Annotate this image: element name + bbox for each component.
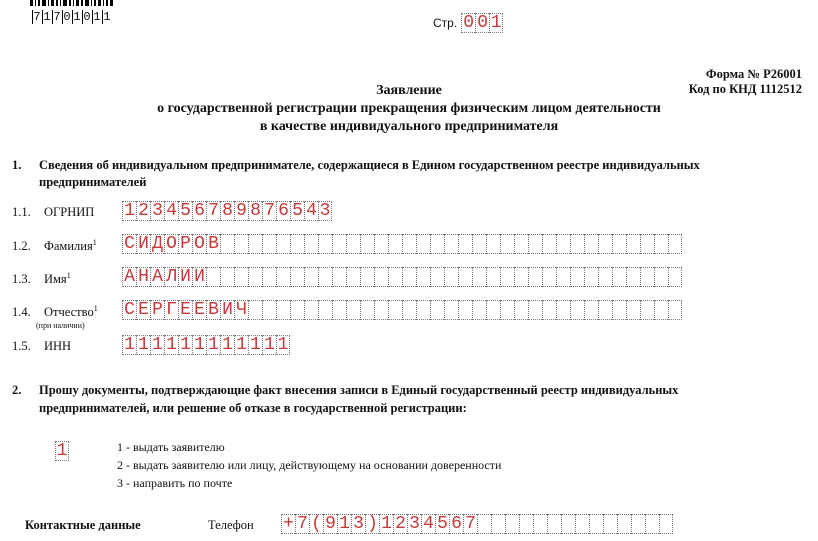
field-3-cell[interactable] [528, 267, 542, 287]
section-2-line-2: предпринимателей, или решение об отказе в государственной регистрации: [39, 401, 467, 415]
field-3-cell[interactable]: А [122, 267, 136, 287]
field-4-cell[interactable] [276, 300, 290, 320]
phone-cell[interactable] [561, 514, 575, 534]
field-label-4 [12, 304, 98, 320]
field-5-cell[interactable]: 1 [164, 335, 178, 355]
field-3-cell[interactable] [444, 267, 458, 287]
field-1-cell[interactable]: 5 [290, 201, 304, 221]
field-5-cell[interactable]: 1 [192, 335, 206, 355]
field-4-cell[interactable] [402, 300, 416, 320]
barcode-digit: 1 [43, 10, 52, 24]
field-2-cell[interactable] [318, 234, 332, 254]
field-1-cell[interactable]: 6 [192, 201, 206, 221]
field-4-cell[interactable] [430, 300, 444, 320]
page-number-cell[interactable]: 0 [475, 13, 489, 33]
field-5-cell[interactable]: 1 [136, 335, 150, 355]
phone-cell[interactable] [547, 514, 561, 534]
contact-label: Контактные данные [25, 518, 141, 532]
field-3-cell[interactable] [346, 267, 360, 287]
field-4-cell[interactable] [346, 300, 360, 320]
field-2-cell[interactable] [332, 234, 346, 254]
section-1-line-1: Сведения об индивидуальном предпринимателе, содержащиеся в Едином государственном реестре индивидуальных [39, 158, 700, 172]
field-3-cell[interactable] [388, 267, 402, 287]
phone-cell[interactable]: 7 [463, 514, 477, 534]
page-label: Стр. [433, 16, 458, 30]
field-1-cell[interactable]: 1 [122, 201, 136, 221]
phone-cell[interactable] [645, 514, 659, 534]
field-3-cell[interactable] [486, 267, 500, 287]
option-1: 1 - выдать заявителю [117, 440, 225, 454]
field-3-cell[interactable] [332, 267, 346, 287]
field-3-cell[interactable] [248, 267, 262, 287]
field-4-cell[interactable] [612, 300, 626, 320]
phone-cell[interactable]: ) [365, 514, 379, 534]
field-1-cell[interactable]: 4 [304, 201, 318, 221]
section-1-number: 1. [12, 158, 22, 172]
field-3-cell[interactable] [514, 267, 528, 287]
field-3-cell[interactable] [318, 267, 332, 287]
section-2-number: 2. [12, 383, 22, 397]
field-cells-1[interactable] [122, 201, 332, 221]
field-label-3 [12, 271, 71, 287]
field-3-cell[interactable] [360, 267, 374, 287]
field-2-cell[interactable] [640, 234, 654, 254]
field-3-cell[interactable]: И [192, 267, 206, 287]
barcode-digit: 7 [53, 10, 62, 24]
field-2-cell[interactable] [668, 234, 682, 254]
delivery-method-value[interactable]: 1 [56, 441, 68, 461]
field-2-cell[interactable] [290, 234, 304, 254]
field-4-cell[interactable] [374, 300, 388, 320]
phone-cell[interactable] [575, 514, 589, 534]
field-3-cell[interactable]: А [150, 267, 164, 287]
field-2-cell[interactable] [528, 234, 542, 254]
field-3-cell[interactable] [626, 267, 640, 287]
field-1-cell[interactable]: 9 [234, 201, 248, 221]
field-2-cell[interactable] [374, 234, 388, 254]
field-4-cell[interactable]: Е [178, 300, 192, 320]
field-label-5 [12, 339, 71, 354]
footnote-mark: 1 [93, 304, 98, 313]
phone-cell[interactable]: 5 [435, 514, 449, 534]
phone-cell[interactable] [631, 514, 645, 534]
field-label-text: ОГРНИП [44, 205, 95, 219]
field-1-cell[interactable]: 7 [206, 201, 220, 221]
barcode-digit: 1 [93, 10, 102, 24]
phone-cell[interactable] [533, 514, 547, 534]
field-2-cell[interactable] [360, 234, 374, 254]
field-label-2 [12, 238, 97, 254]
knd-code: Код по КНД 1112512 [688, 82, 802, 96]
field-3-cell[interactable]: И [178, 267, 192, 287]
field-3-cell[interactable] [430, 267, 444, 287]
field-1-cell[interactable]: 8 [220, 201, 234, 221]
field-3-cell[interactable] [598, 267, 612, 287]
field-number: 1.5. [12, 339, 31, 353]
field-4-cell[interactable] [542, 300, 556, 320]
barcode-digit: 7 [33, 10, 42, 24]
field-label-text: Имя [44, 272, 67, 287]
field-4-cell[interactable] [444, 300, 458, 320]
field-4-cell[interactable] [290, 300, 304, 320]
page-number [433, 13, 503, 33]
field-4-cell[interactable] [654, 300, 668, 320]
field-3-cell[interactable]: Н [136, 267, 150, 287]
field-3-cell[interactable] [556, 267, 570, 287]
field-number: 1.3. [12, 272, 31, 287]
form-number: Форма № Р26001 [705, 67, 802, 81]
field-4-cell[interactable] [458, 300, 472, 320]
phone-cells[interactable] [281, 514, 673, 534]
phone-cell[interactable] [617, 514, 631, 534]
page-number-cell[interactable]: 0 [461, 13, 475, 33]
field-4-cell[interactable]: Р [150, 300, 164, 320]
form-subtitle-1: о государственной регистрации прекращения физическим лицом деятельности [157, 101, 661, 116]
field-5-cell[interactable]: 1 [150, 335, 164, 355]
field-1-cell[interactable]: 8 [248, 201, 262, 221]
field-2-cell[interactable] [248, 234, 262, 254]
field-2-cell[interactable] [486, 234, 500, 254]
phone-cell[interactable]: 2 [393, 514, 407, 534]
barcode-digit: 0 [63, 10, 72, 24]
field-5-cell[interactable]: 1 [178, 335, 192, 355]
field-4-cell[interactable] [248, 300, 262, 320]
field-4-cell[interactable] [472, 300, 486, 320]
field-5-cell[interactable]: 1 [220, 335, 234, 355]
phone-cell[interactable]: + [281, 514, 295, 534]
field-4-cell[interactable] [500, 300, 514, 320]
field-label-1 [12, 205, 94, 220]
option-2: 2 - выдать заявителю или лицу, действующему на основании доверенности [117, 458, 502, 472]
field-2-cell[interactable] [626, 234, 640, 254]
field-3-cell[interactable] [500, 267, 514, 287]
phone-cell[interactable] [659, 514, 673, 534]
field-3-cell[interactable] [472, 267, 486, 287]
phone-cell[interactable] [477, 514, 491, 534]
field-label-text: Отчество [44, 305, 94, 320]
field-5-cell[interactable]: 1 [122, 335, 136, 355]
field-4-cell[interactable] [668, 300, 682, 320]
form-title: Заявление [376, 83, 442, 98]
field-2-cell[interactable] [500, 234, 514, 254]
field-2-cell[interactable] [612, 234, 626, 254]
phone-cell[interactable]: 1 [337, 514, 351, 534]
field-5-cell[interactable]: 1 [248, 335, 262, 355]
barcode-digits [32, 10, 112, 24]
field-3-cell[interactable] [416, 267, 430, 287]
field-4-cell[interactable] [584, 300, 598, 320]
option-3: 3 - направить по почте [117, 476, 233, 490]
field-2-cell[interactable]: О [164, 234, 178, 254]
field-2-cell[interactable] [584, 234, 598, 254]
section-2-heading [12, 383, 678, 398]
field-cells-5[interactable] [122, 335, 290, 355]
barcode-bars [30, 0, 150, 6]
field-5-cell[interactable]: 1 [206, 335, 220, 355]
field-3-cell[interactable] [234, 267, 248, 287]
phone-cell[interactable]: 4 [421, 514, 435, 534]
field-1-cell[interactable]: 3 [319, 201, 331, 221]
field-note: (при наличии) [36, 321, 85, 330]
section-1-heading [12, 158, 700, 173]
field-4-cell[interactable]: Е [136, 300, 150, 320]
field-4-cell[interactable] [318, 300, 332, 320]
form-subtitle-2: в качестве индивидуального предпринимателя [259, 119, 559, 134]
field-2-cell[interactable] [234, 234, 248, 254]
field-2-cell[interactable] [262, 234, 276, 254]
field-4-cell[interactable] [416, 300, 430, 320]
field-1-cell[interactable]: 7 [262, 201, 276, 221]
field-3-cell[interactable] [654, 267, 668, 287]
field-4-cell[interactable] [570, 300, 584, 320]
phone-cell[interactable] [519, 514, 533, 534]
field-2-cell[interactable]: С [122, 234, 136, 254]
page-number-cell[interactable]: 1 [490, 13, 502, 33]
field-2-cell[interactable]: О [192, 234, 206, 254]
barcode-digit: 1 [103, 10, 112, 24]
field-2-cell[interactable]: И [136, 234, 150, 254]
field-number: 1.1. [12, 205, 31, 219]
section-2-line-1: Прошу документы, подтверждающие факт внесения записи в Единый государственный реестр индивидуальных [39, 383, 679, 397]
field-label-text: Фамилия [44, 239, 93, 254]
field-3-cell[interactable] [220, 267, 234, 287]
field-1-cell[interactable]: 6 [276, 201, 290, 221]
phone-cell[interactable]: 1 [379, 514, 393, 534]
field-3-cell[interactable] [584, 267, 598, 287]
field-number: 1.4. [12, 305, 31, 320]
barcode-digit: 1 [73, 10, 82, 24]
field-4-cell[interactable] [262, 300, 276, 320]
field-2-cell[interactable] [430, 234, 444, 254]
field-2-cell[interactable] [416, 234, 430, 254]
field-4-cell[interactable] [626, 300, 640, 320]
barcode-digit: 0 [83, 10, 92, 24]
field-4-cell[interactable]: И [220, 300, 234, 320]
field-2-cell[interactable] [556, 234, 570, 254]
phone-cell[interactable]: ( [309, 514, 323, 534]
footnote-mark: 1 [66, 271, 71, 280]
field-1-cell[interactable]: 3 [150, 201, 164, 221]
field-4-cell[interactable] [360, 300, 374, 320]
field-2-cell[interactable] [458, 234, 472, 254]
field-4-cell[interactable] [556, 300, 570, 320]
phone-cell[interactable]: 6 [449, 514, 463, 534]
page-number-cells[interactable] [461, 13, 503, 33]
footnote-mark: 1 [92, 238, 97, 247]
field-2-cell[interactable] [542, 234, 556, 254]
field-4-cell[interactable]: Ч [234, 300, 248, 320]
phone-cell[interactable] [505, 514, 519, 534]
field-4-cell[interactable] [486, 300, 500, 320]
phone-label: Телефон [208, 518, 254, 532]
field-4-cell[interactable]: Г [164, 300, 178, 320]
field-4-cell[interactable] [332, 300, 346, 320]
field-cells-2[interactable] [122, 234, 682, 254]
field-2-cell[interactable]: Д [150, 234, 164, 254]
field-label-text: ИНН [44, 339, 72, 353]
field-2-cell[interactable]: В [206, 234, 220, 254]
field-3-cell[interactable] [570, 267, 584, 287]
field-4-cell[interactable]: С [122, 300, 136, 320]
field-3-cell[interactable] [458, 267, 472, 287]
field-2-cell[interactable] [346, 234, 360, 254]
field-2-cell[interactable] [472, 234, 486, 254]
field-4-cell[interactable] [640, 300, 654, 320]
field-5-cell[interactable]: 1 [277, 335, 289, 355]
field-5-cell[interactable]: 1 [234, 335, 248, 355]
field-3-cell[interactable]: Л [164, 267, 178, 287]
delivery-method-cell[interactable] [55, 441, 69, 461]
field-2-cell[interactable] [220, 234, 234, 254]
field-2-cell[interactable] [388, 234, 402, 254]
field-2-cell[interactable]: Р [178, 234, 192, 254]
field-1-cell[interactable]: 2 [136, 201, 150, 221]
field-5-cell[interactable]: 1 [262, 335, 276, 355]
field-1-cell[interactable]: 5 [178, 201, 192, 221]
field-cells-4[interactable] [122, 300, 682, 320]
barcode [30, 0, 150, 30]
field-3-cell[interactable] [640, 267, 654, 287]
field-4-cell[interactable] [598, 300, 612, 320]
field-3-cell[interactable] [290, 267, 304, 287]
field-4-cell[interactable] [388, 300, 402, 320]
field-3-cell[interactable] [612, 267, 626, 287]
field-2-cell[interactable] [402, 234, 416, 254]
phone-cell[interactable]: 9 [323, 514, 337, 534]
field-2-cell[interactable] [514, 234, 528, 254]
phone-cell[interactable]: 3 [351, 514, 365, 534]
field-4-cell[interactable] [528, 300, 542, 320]
field-2-cell[interactable] [444, 234, 458, 254]
field-3-cell[interactable] [262, 267, 276, 287]
field-2-cell[interactable] [598, 234, 612, 254]
field-2-cell[interactable] [570, 234, 584, 254]
field-3-cell[interactable] [304, 267, 318, 287]
phone-cell[interactable]: 7 [295, 514, 309, 534]
field-4-cell[interactable]: Е [192, 300, 206, 320]
field-2-cell[interactable] [654, 234, 668, 254]
field-3-cell[interactable] [206, 267, 220, 287]
phone-cell[interactable] [589, 514, 603, 534]
field-2-cell[interactable] [304, 234, 318, 254]
field-number: 1.2. [12, 239, 31, 254]
field-3-cell[interactable] [402, 267, 416, 287]
field-2-cell[interactable] [276, 234, 290, 254]
field-3-cell[interactable] [276, 267, 290, 287]
field-4-cell[interactable] [304, 300, 318, 320]
phone-cell[interactable] [603, 514, 617, 534]
field-3-cell[interactable] [374, 267, 388, 287]
section-1-line-2: предпринимателей [39, 175, 147, 189]
phone-cell[interactable]: 3 [407, 514, 421, 534]
field-1-cell[interactable]: 4 [164, 201, 178, 221]
field-4-cell[interactable]: В [206, 300, 220, 320]
field-3-cell[interactable] [542, 267, 556, 287]
field-4-cell[interactable] [514, 300, 528, 320]
phone-cell[interactable] [491, 514, 505, 534]
field-cells-3[interactable] [122, 267, 682, 287]
field-3-cell[interactable] [668, 267, 682, 287]
